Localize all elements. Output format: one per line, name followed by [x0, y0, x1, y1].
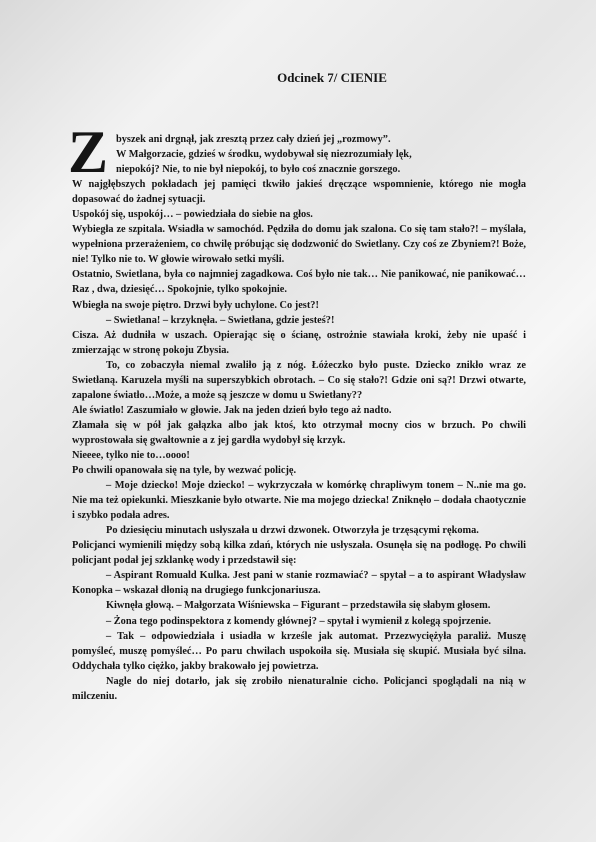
paragraph: Cisza. Aż dudniła w uszach. Opierając się o ścianę, ostrożnie stawiała kroki, żeby nie upaść i zmierzając w stronę pokoju Zbysia. [72, 329, 526, 356]
paragraph: W Małgorzacie, gdzieś w środku, wydobywał się niezrozumiały lęk, [116, 149, 412, 161]
drop-cap: Z [68, 119, 109, 185]
paragraph: Wbiegła na swoje piętro. Drzwi były uchylone. Co jest?! [72, 299, 319, 311]
body-text [68, 119, 526, 704]
paragraph: – Aspirant Romuald Kulka. Jest pani w stanie rozmawiać? – spytał – a to aspirant Władysław Konopka – wskazał dłonią na drugiego funkcjonariusza. [72, 570, 526, 597]
paragraph: – Żona tego podinspektora z komendy głównej? – spytał i wymienił z kolegą spojrzenie. [106, 615, 492, 627]
paragraph: niepokój? Nie, to nie był niepokój, to było coś znacznie gorszego. [116, 164, 401, 176]
paragraph: Ale światło! Zaszumiało w głowie. Jak na jeden dzień było tego aż nadto. [72, 404, 392, 416]
paragraph: – Swietłana! – krzyknęła. – Swietłana, gdzie jesteś?! [106, 314, 335, 326]
paragraph: – Moje dziecko! Moje dziecko! – wykrzyczała w komórkę chrapliwym tonem – N..nie ma go. Nie ma też opiekunki. Mieszkanie było otwarte. Nie ma mojego dziecka! Zniknęło – dodała chaotycznie i szybko podała adres. [72, 480, 526, 522]
paragraph: To, co zobaczyła niemal zwaliło ją z nóg. Łóżeczko było puste. Dziecko znikło wraz ze Swietłaną. Karuzela myśli na superszybkich obrotach. – Co się stało?! Gdzie oni są?! Drzwi otwarte, zapalone światło…Może, a może są jeszcze w domu u Swietłany?? [72, 359, 526, 401]
paragraph: Po chwili opanowała się na tyle, by wezwać policję. [72, 465, 297, 477]
paragraph: Ostatnio, Swietlana, była co najmniej zagadkowa. Coś było nie tak… Nie panikować, nie panikować… Raz , dwa, dziesięć… Spokojnie, tylko spokojnie. [72, 269, 526, 296]
paragraph: Złamała się w pół jak gałązka albo jak ktoś, kto otrzymał mocny cios w brzuch. Po chwili wyprostowała się gwałtownie a z jej gardła wydobył się krzyk. [72, 419, 526, 446]
paragraph: byszek ani drgnął, jak zresztą przez cały dzień jej „rozmowy”. [116, 134, 391, 145]
page-title: Odcinek 7/ CIENIE [277, 70, 387, 85]
paragraph: Wybiegła ze szpitala. Wsiadła w samochód. Pędziła do domu jak szalona. Co się tam stało?! – myślała, wypełniona przerażeniem, co chwilę próbując się dodzwonić do Swietlany. Czy coś ze Zbyniem?! Boże, nie! Tylko nie to. W głowie wirowało setki myśli. [72, 224, 526, 266]
paragraph: Kiwnęła głową. – Małgorzata Wiśniewska – Figurant – przedstawiła się słabym głosem. [106, 600, 491, 612]
paragraph: Po dziesięciu minutach usłyszała u drzwi dzwonek. Otworzyła je trzęsącymi rękoma. [106, 525, 479, 537]
paragraph: Policjanci wymienili między sobą kilka zdań, których nie usłyszała. Osunęła się na podłogę. Po chwili policjant podał jej szklankę wody i przedstawił się: [72, 540, 526, 567]
paragraph: Uspokój się, uspokój… – powiedziała do siebie na głos. [72, 209, 313, 221]
paragraph: W najgłębszych pokładach jej pamięci tkwiło jakieś dręczące wspomnienie, którego nie mogła dopasować do żadnej sytuacji. [72, 179, 526, 206]
paragraph: Nagle do niej dotarło, jak się zrobiło nienaturalnie cicho. Policjanci spoglądali na nią w milczeniu. [72, 675, 526, 702]
opening-paragraph [68, 119, 526, 185]
paragraph: – Tak – odpowiedziała i usiadła w krześle jak automat. Przezwyciężyła paraliż. Muszę pomyśleć, muszę pomyśleć… Po paru chwilach uspokoiła się. Musiała się skupić. Musiała być silna. Oddychała tylko ciężko, jakby brakowało jej powietrza. [72, 630, 526, 672]
paragraph: Nieeee, tylko nie to…oooo! [72, 449, 190, 461]
